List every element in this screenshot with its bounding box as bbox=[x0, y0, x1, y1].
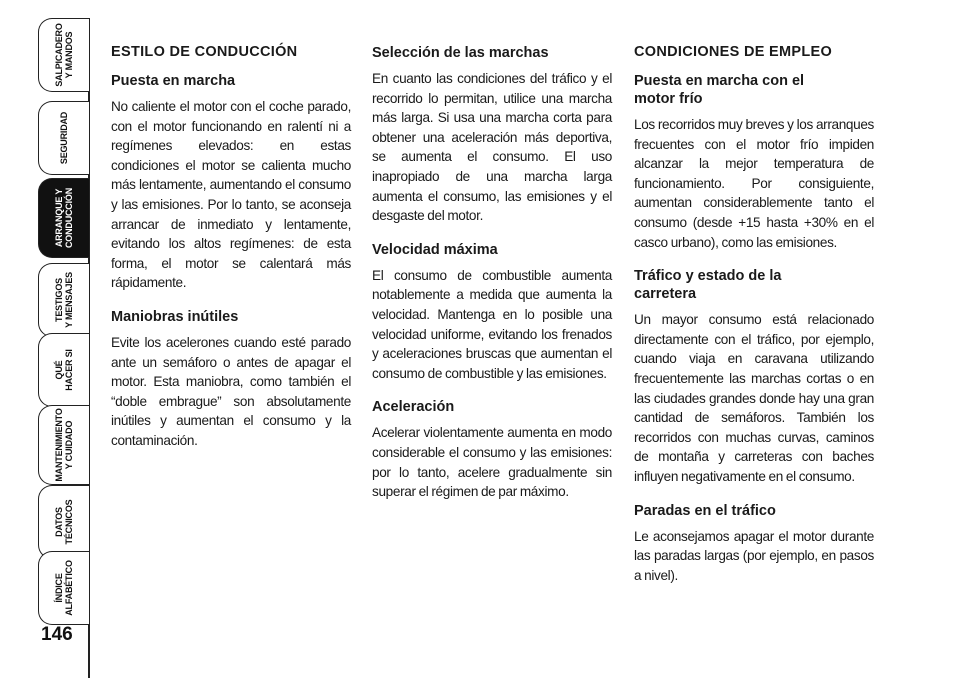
tab-label: ARRANQUE Y CONDUCCIÓN bbox=[54, 188, 74, 248]
subheading: Puesta en marcha bbox=[111, 73, 236, 89]
subheading: Maniobras inútiles bbox=[111, 308, 239, 325]
subheading: Tráfico y estado de la carretera bbox=[634, 268, 782, 303]
section-title: ESTILO DE CONDUCCIÓN bbox=[111, 44, 298, 60]
subheading: Aceleración bbox=[372, 399, 455, 416]
tab-arranque-conduccion[interactable] bbox=[38, 178, 89, 258]
tab-label: QUÉ HACER SI bbox=[54, 349, 74, 391]
paragraph: El consumo de combustible aumenta notablemente a medida que aumenta la velocidad. Mantenga en lo posible una velocidad uniforme, evitando los frenados y aceleraciones bruscas que aumentan el consumo de combustible y las emisiones. bbox=[372, 267, 612, 381]
tab-label: SALPICADERO Y MANDOS bbox=[54, 23, 74, 87]
tab-indice-alfabetico[interactable] bbox=[38, 551, 89, 625]
tab-label: DATOS TÉCNICOS bbox=[54, 499, 74, 545]
paragraph: Le aconsejamos apagar el motor durante las paradas largas (por ejemplo, en pasos a nivel). bbox=[634, 528, 874, 583]
column-2 bbox=[372, 44, 612, 517]
paragraph: Evite los acelerones cuando esté parado ante un semáforo o antes de apagar el motor. Esta maniobra, como también el “doble embrague” son absolutamente inútiles y aumentan el consumo y la contaminación. bbox=[111, 334, 351, 448]
subheading: Selección de las marchas bbox=[372, 45, 549, 61]
tab-label: ÍNDICE ALFABÉTICO bbox=[54, 560, 74, 616]
subheading: Puesta en marcha con el motor frío bbox=[634, 73, 805, 107]
paragraph: Acelerar violentamente aumenta en modo considerable el consumo y las emisiones: por lo tanto, acelere gradualmente sin superar el régimen de par máximo. bbox=[372, 425, 612, 500]
tab-mantenimiento[interactable] bbox=[38, 405, 89, 485]
tab-que-hacer-si[interactable] bbox=[38, 333, 89, 407]
paragraph: Los recorridos muy breves y los arranques frecuentes con el motor frío impiden alcanzar la mejor temperatura de funcionamiento. Por consiguiente, aumentan considerablemente tanto el consumo (desde +15 hasta +30% en el casco urbano), como las emisiones. bbox=[634, 117, 874, 250]
column-3 bbox=[634, 44, 874, 600]
section-title: CONDICIONES DE EMPLEO bbox=[634, 44, 833, 60]
section-tab-rail bbox=[0, 0, 100, 692]
subheading: Velocidad máxima bbox=[372, 241, 498, 258]
page-number: 146 bbox=[41, 624, 73, 645]
tab-label: MANTENIMIENTO Y CUIDADO bbox=[54, 408, 74, 482]
subheading: Paradas en el tráfico bbox=[634, 502, 776, 519]
tab-datos-tecnicos[interactable] bbox=[38, 485, 89, 559]
tab-label: SEGURIDAD bbox=[59, 111, 69, 165]
paragraph: En cuanto las condiciones del tráfico y el recorrido lo permitan, utilice una marcha más larga. Si usa una marcha corta para obtener una aceleración más deportiva, se aumenta el consumo. El uso inapropiado de una marcha larga aumenta el consumo, las emisiones y el desgaste del motor. bbox=[372, 71, 612, 224]
tab-testigos-mensajes[interactable] bbox=[38, 263, 89, 337]
paragraph: Un mayor consumo está relacionado directamente con el tráfico, por ejemplo, cuando viaja en caravana utilizando frecuentemente las marchas cortas o en las ciudades grandes donde hay una gran cantidad de semáforos. También los recorridos con muchas curvas, caminos de montaña y carreteras con baches influyen negativamente en el consumo. bbox=[634, 312, 874, 484]
tab-label: TESTIGOS Y MENSAJES bbox=[54, 272, 74, 328]
paragraph: No caliente el motor con el coche parado, con el motor funcionando en ralentí ni a regímenes elevados: en estas condiciones el motor se calienta mucho más lentamente, aumentando el consumo y las emisiones. Por lo tanto, se aconseja arrancar de inmediato y lentamente, evitando los altos regímenes: de esta forma, el motor se calentará más rápidamente. bbox=[111, 99, 351, 291]
tab-salpicadero[interactable] bbox=[38, 18, 89, 92]
tab-seguridad[interactable] bbox=[38, 101, 89, 175]
column-1 bbox=[111, 44, 351, 466]
